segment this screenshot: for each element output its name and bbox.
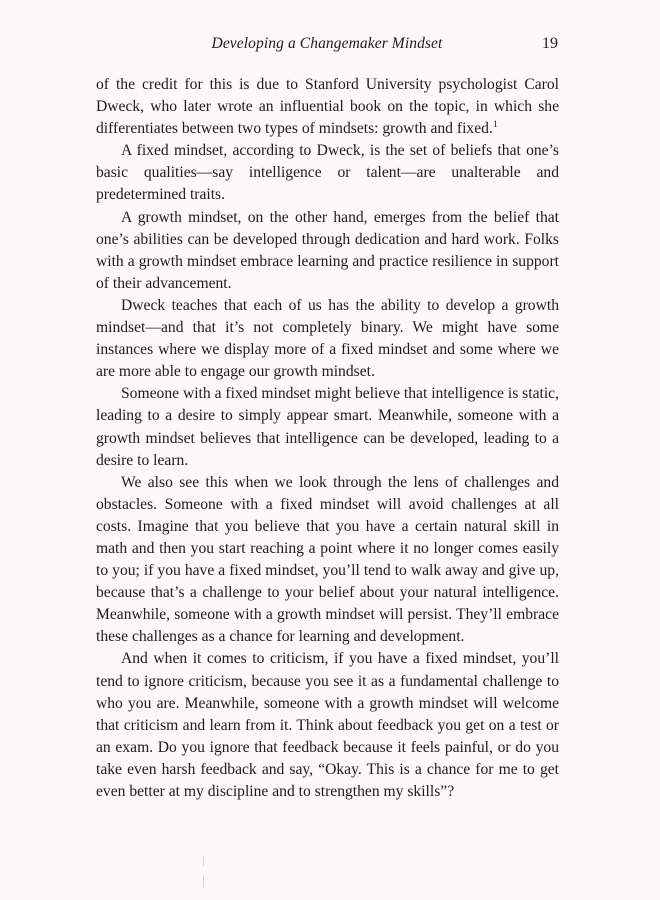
paragraph-1-text: of the credit for this is due to Stanford University psychologist Carol Dweck, who later wrote an influential book on the topic, in which she differentiates between two types of mindsets: growth and fixed. (96, 76, 559, 138)
footnote-reference[interactable]: 1 (492, 120, 498, 130)
paragraph-6: We also see this when we look through the lens of challenges and obstacles. Someone with a fixed mindset will avoid challenges at all costs. Imagine that you believe that you have a certain natural skill in math and then you start reaching a point where it no longer comes easily to you; if you have a fixed mindset, you’ll tend to walk away and give up, because that’s a challenge to your belief about your natural intelligence. Meanwhile, someone with a growth mindset will persist. They’ll embrace these challenges as a chance for learning and development. (96, 473, 559, 646)
page-number: 19 (542, 35, 558, 52)
running-head (96, 35, 558, 57)
paragraph-4: Dweck teaches that each of us has the ability to develop a growth mindset—and that it’s not completely binary. We might have some instances where we display more of a fixed mindset and some where we are more able to engage our growth mindset. (96, 296, 559, 381)
paragraph-1 (96, 74, 559, 140)
gutter-mark (203, 856, 204, 866)
paragraph-2: A fixed mindset, according to Dweck, is the set of beliefs that one’s basic qualities—say intelligence or talent—are unalterable and predetermined traits. (96, 142, 559, 204)
body-text (96, 74, 559, 803)
gutter-mark (203, 876, 204, 888)
running-title: Developing a Changemaker Mindset (211, 35, 443, 52)
paragraph-5: Someone with a fixed mindset might believe that intelligence is static, leading to a desire to simply appear smart. Meanwhile, someone with a growth mindset believes that intelligence can be developed, leading to a desire to learn. (96, 385, 559, 469)
paragraph-7: And when it comes to criticism, if you have a fixed mindset, you’ll tend to ignore criticism, because you see it as a fundamental challenge to who you are. Meanwhile, someone with a growth mindset will welcome that criticism and learn from it. Think about feedback you get on a test or an exam. Do you ignore that feedback because it feels painful, or do you take even harsh feedback and say, “Okay. This is a chance for me to get even better at my discipline and to strengthen my skills”? (96, 650, 559, 800)
paragraph-3: A growth mindset, on the other hand, emerges from the belief that one’s abilities can be developed through dedication and hard work. Folks with a growth mindset embrace learning and practice resilience in support of their advancement. (96, 208, 559, 292)
